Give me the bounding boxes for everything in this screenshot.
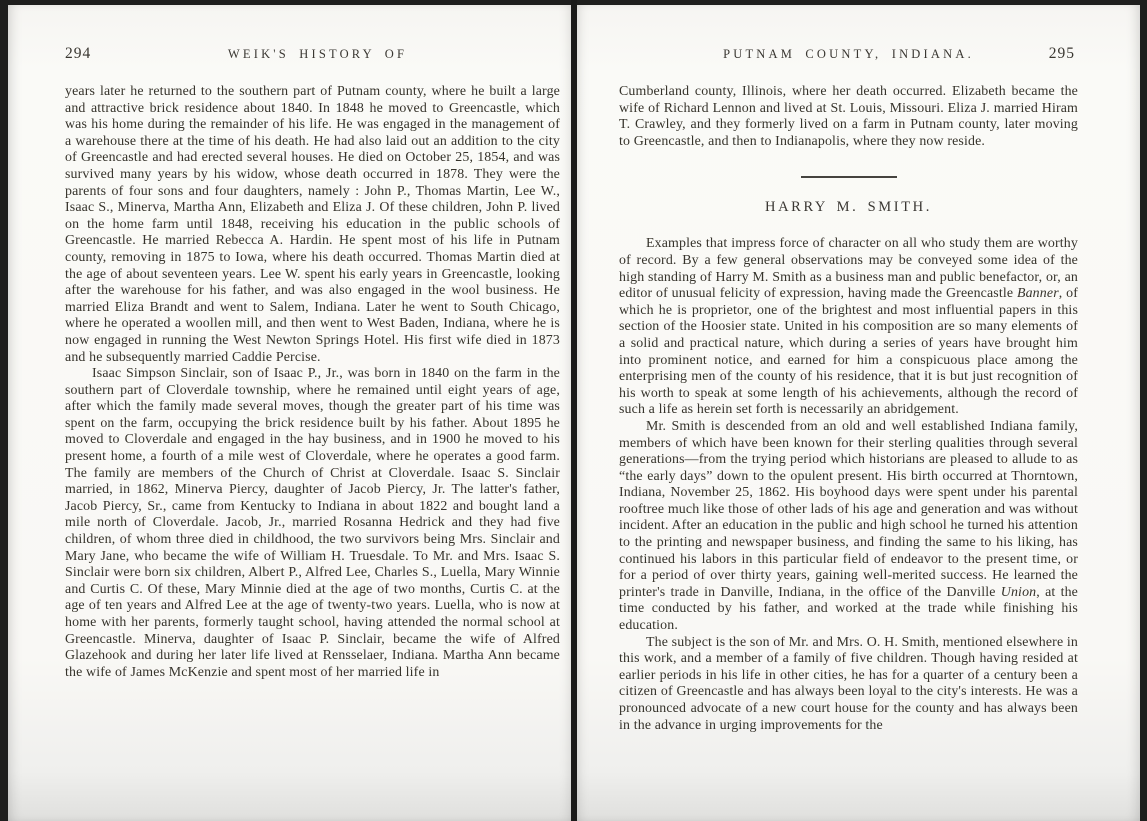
italic-text-run: Banner	[1016, 286, 1059, 302]
page-right-intro	[619, 84, 1078, 150]
paragraph	[619, 635, 1078, 735]
running-title-right: PUTNAM COUNTY, INDIANA.	[723, 47, 974, 61]
text-run: Examples that impress force of character on all who study them are worthy of record. By a few general observations may be conveyed some idea of the high standing of Harry M. Smith as a business man and public benefactor, or, an editor of unusual felicity of expression, having made the Greencastle	[619, 236, 1078, 302]
text-run: , at the time conducted by his father, and worked at the trade while finishing his education.	[619, 584, 1078, 634]
page-number-right: 295	[1048, 45, 1075, 62]
text-run: Cumberland county, Illinois, where her death occurred. Elizabeth became the wife of Richard Lennon and lived at St. Louis, Missouri. Eliza J. married Hiram T. Crawley, and they formerly lived on a farm in Putnam county, later moving to Greencastle, and then to Indianapolis, where they now reside.	[619, 84, 1078, 149]
text-run: The subject is the son of Mr. and Mrs. O. H. Smith, mentioned elsewhere in this work, and a member of a family of five children. Though having resided at earlier periods in his life in other cities, he has for a quarter of a century been a citizen of Greencastle and has always been loyal to the city's interests. He was a pronounced advocate of a new court house for the county and has always been in the advance in urging improvements for the	[619, 634, 1078, 733]
paragraph	[619, 236, 1078, 419]
page-left	[8, 5, 571, 821]
paragraph	[65, 366, 560, 681]
paragraph	[619, 84, 1078, 150]
page-right-body	[619, 236, 1078, 734]
section-divider-rule	[801, 176, 897, 178]
page-left-body	[65, 84, 560, 681]
text-run: Isaac Simpson Sinclair, son of Isaac P., Jr., was born in 1840 on the farm in the southern part of Cloverdale township, where he remained until eight years of age, after which the family made several moves, though the greater part of his time was spent on the farm, occupying the brick residence built by his father. About 1895 he moved to Cloverdale and engaged in the hay business, and in 1900 he moved to his present home, a fourth of a mile west of Cloverdale, where he operates a good farm. The family are members of the Church of Christ at Cloverdale. Isaac S. Sinclair married, in 1862, Minerva Piercy, daughter of Jacob Piercy, Jr. The latter's father, Jacob Piercy, Sr., came from Kentucky to Indiana in about 1822 and bought land a mile north of Cloverdale. Jacob, Jr., married Rosanna Hedrick and they had five children, of whom three died in childhood, the two survivors being Mrs. Sinclair and Mary Jane, who became the wife of William H. Truesdale. To Mr. and Mrs. Isaac S. Sinclair were born six children, Albert P., Alfred Lee, Charles S., Luella, Mary Winnie and Curtis C. Of these, Mary Minnie died at the age of two months, Curtis C. at the age of ten years and Alfred Lee at the age of twenty-two years. Luella, who is now at home with her parents, formerly taught school, having attended the normal school at Greencastle. Minerva, daughter of Isaac P. Sinclair, became the wife of Alfred Glazehook and during her later life lived at Rensselaer, Indiana. Martha Ann became the wife of James McKenzie and spent most of her married life in	[65, 366, 560, 680]
paragraph	[619, 419, 1078, 635]
running-title-left: WEIK'S HISTORY OF	[227, 47, 408, 61]
text-run: years later he returned to the southern part of Putnam county, where he built a large and attractive brick residence about 1840. In 1848 he moved to Greencastle, which was his home during the remainder of his life. He was engaged in the management of a warehouse there at the time of his death. He had also laid out an addition to the city of Greencastle and had erected several houses. He died on October 25, 1854, and was survived many years by his widow, whose death occurred in 1878. They were the parents of four sons and four daughters, namely : John P., Thomas Martin, Lee W., Isaac S., Minerva, Martha Ann, Elizabeth and Eliza J. Of these children, John P. lived on the home farm until 1848, receiving his education in the public schools of Greencastle. He married Rebecca A. Hardin. He spent most of his life in Putnam county, removing in 1875 to Iowa, where his death occurred. Thomas Martin died at the age of about seventeen years. Lee W. spent his early years in Greencastle, looking after the warehouse for his father, and was also engaged in the wool business. He married Eliza Brandt and went to Salem, Indiana. Later he went to South Chicago, where he operated a woollen mill, and then went to West Baden, Indiana, where he is now engaged in running the West Newton Springs Hotel. His first wife died in 1873 and he subsequently married Caddie Percise.	[65, 84, 560, 365]
page-right	[577, 5, 1140, 821]
page-number-left: 294	[65, 45, 92, 62]
page-left-header	[65, 45, 560, 63]
text-run: , of which he is proprietor, one of the brightest and most influential papers in this section of the Hoosier state. United in his composition are so many elements of a solid and practical nature, which during a series of years have brought him into prominent notice, and earned for him a conspicuous place among the enterprising men of the county of his residence, that it is but just recognition of his worth to speak at some length of his achievements, although the record of such a life as herein set forth is necessarily an abridgement.	[619, 286, 1078, 418]
paragraph	[65, 84, 560, 366]
page-right-header	[619, 45, 1078, 63]
italic-text-run: Union	[1000, 584, 1037, 600]
text-run: Mr. Smith is descended from an old and well established Indiana family, members of which have been known for their sterling qualities through several generations—from the trying period which historians are pleased to allude to as “the early days” down to the opulent present. His birth occurred at Thorntown, Indiana, November 25, 1862. His boyhood days were spent under his parental rooftree much like those of other lads of his age and generation and was without incident. After an education in the public and high school he turned his attention to the printing and newspaper business, and finding the same to his liking, has continued his labors in this particular field of endeavor to the present time, or for a period of over thirty years, gaining well-merited success. He learned the printer's trade in Danville, Indiana, in the office of the Danville	[619, 418, 1078, 600]
section-heading: HARRY M. SMITH.	[765, 199, 932, 216]
